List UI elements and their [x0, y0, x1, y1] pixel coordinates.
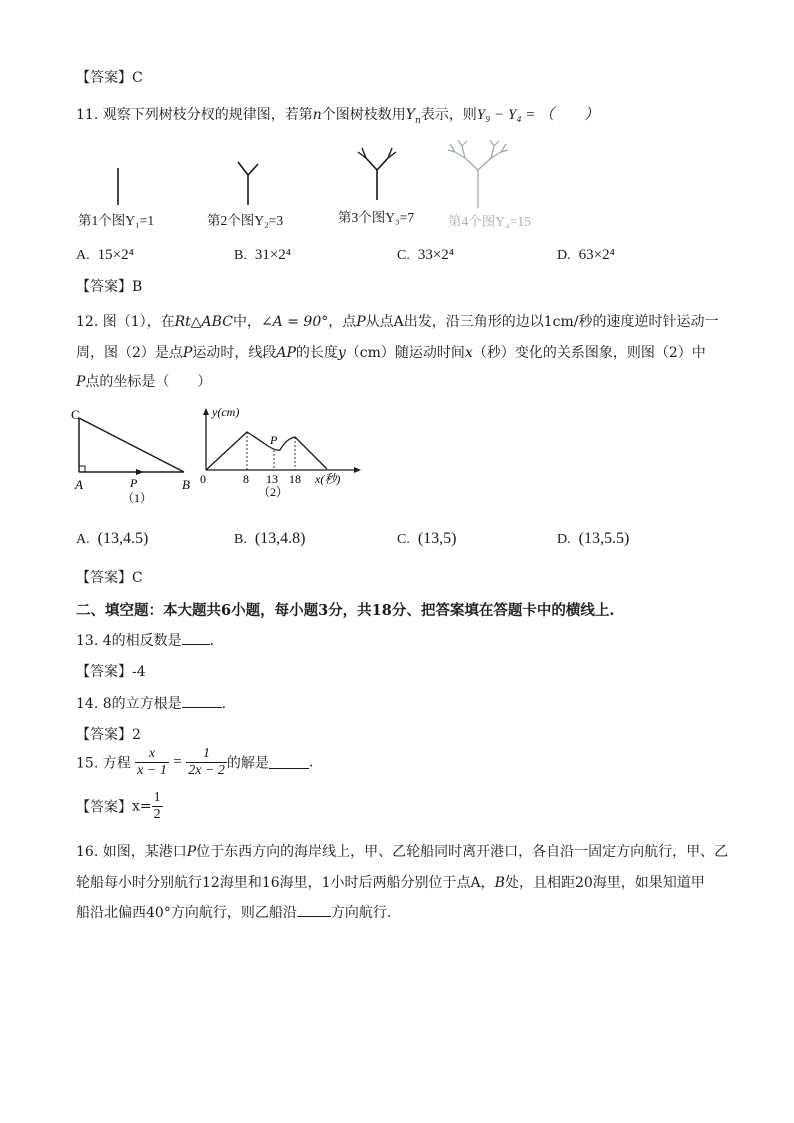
- answer-tag: 【答案】: [76, 279, 132, 295]
- text: 14. 8的立方根是: [76, 696, 182, 712]
- text: 中，: [232, 314, 261, 330]
- q16-stem-line-2: [76, 872, 705, 892]
- text: 12. 图（1），在: [76, 314, 175, 330]
- option-text: 15×2⁴: [97, 247, 134, 263]
- q12-triangle-figure: [66, 405, 196, 505]
- q13-stem: [76, 630, 214, 650]
- q11-option-b: [234, 247, 291, 264]
- option-text: (13,5.5): [578, 530, 630, 547]
- q15-stem: [76, 746, 313, 779]
- segment-AP: AP: [276, 345, 296, 361]
- text: 方向航行.: [330, 905, 392, 921]
- tree-label-4: 第4个图Y₄=15: [448, 214, 531, 229]
- answer-value: B: [132, 279, 143, 295]
- q11-option-a: [76, 247, 134, 264]
- option-label: A.: [76, 248, 90, 263]
- q14-stem: [76, 693, 226, 713]
- q12-stem-line-2: [76, 342, 706, 362]
- tree-label-3: 第3个图Y₃=7: [338, 210, 415, 225]
- fraction-1: [135, 746, 169, 779]
- answer-value: 2: [132, 727, 141, 743]
- q16-stem-line-3: [76, 902, 391, 922]
- origin-label: 0: [200, 472, 206, 486]
- label-B: B: [182, 477, 190, 492]
- angle: ∠A = 90°: [260, 314, 329, 330]
- denominator: x − 1: [137, 763, 167, 778]
- q11-option-c: [397, 247, 454, 264]
- point-P: P: [356, 314, 366, 330]
- option-text: 33×2⁴: [417, 247, 455, 263]
- denominator: 2x − 2: [188, 763, 225, 778]
- tree-figure-4: [448, 140, 508, 208]
- text: 16. 如图，某港口: [76, 844, 187, 860]
- text: （秒）变化的关系图象，则图（2）中: [472, 345, 706, 361]
- option-text: (13,4.8): [254, 530, 306, 547]
- label-C: C: [71, 407, 80, 422]
- text: 的解是: [226, 755, 269, 772]
- q12-stem-line-3: [76, 371, 211, 391]
- rt-triangle: Rt△ABC: [174, 314, 233, 330]
- denominator: 2: [153, 807, 161, 822]
- tree-label-1: 第1个图Y₁=1: [78, 213, 155, 228]
- text: 的长度: [295, 345, 338, 361]
- fig2-caption: （2）: [258, 485, 289, 499]
- answer-blank: [182, 632, 210, 645]
- q14-answer: [76, 724, 141, 744]
- tree-figure-3: [358, 148, 396, 200]
- fraction-2: [186, 746, 227, 779]
- text: 轮船每小时分别航行12海里和16海里，1小时后两船分别位于点A，: [76, 875, 495, 891]
- answer-value: C: [132, 570, 143, 586]
- option-text: (13,4.5): [97, 530, 149, 547]
- fig1-caption: （1）: [122, 491, 153, 505]
- q12-answer: [76, 567, 143, 587]
- equals: =: [173, 754, 182, 770]
- q11-suffix: 表示，则: [420, 107, 477, 123]
- tree-figure-2: [238, 162, 258, 205]
- tick-18: 18: [289, 472, 301, 486]
- answer-blank: [297, 904, 331, 917]
- option-text: 63×2⁴: [578, 247, 615, 263]
- answer-value: -4: [132, 664, 146, 680]
- text: 运动时，线段: [192, 345, 277, 361]
- option-text: (13,5): [417, 530, 457, 547]
- point-P: P: [182, 345, 193, 361]
- q12-option-b: [234, 530, 306, 548]
- q10-answer: [76, 67, 143, 87]
- q11-prefix: 11. 观察下列树枝分杈的规律图，若第: [76, 107, 313, 123]
- q13-answer: [76, 661, 146, 681]
- x-axis-label: x(秒): [315, 472, 341, 486]
- tick-8: 8: [243, 472, 249, 486]
- q12-option-a: [76, 530, 148, 548]
- option-label: D.: [557, 248, 571, 263]
- point-P: P: [186, 844, 197, 860]
- y-axis-label: y(cm): [212, 405, 240, 419]
- text: 点的坐标是（ ）: [85, 374, 212, 390]
- tick-13: 13: [266, 472, 278, 486]
- option-text: 31×2⁴: [254, 247, 292, 263]
- var-x: x: [464, 345, 473, 361]
- q12-option-c: [397, 530, 457, 548]
- answer-prefix: x=: [132, 798, 152, 815]
- text: 处，且相距20海里，如果知道甲: [504, 875, 705, 891]
- point-P: P: [76, 374, 86, 390]
- text: 从点A出发，沿三角形的边以1cm/秒的速度逆时针运动一: [365, 314, 719, 330]
- text: 位于东西方向的海岸线上，甲、乙轮船同时离开港口，各自沿一固定方向航行，甲、乙: [196, 844, 729, 860]
- text: 13. 4的相反数是: [76, 633, 182, 649]
- numerator: 1: [153, 790, 161, 805]
- numerator: x: [135, 746, 169, 763]
- text: 15. 方程: [76, 755, 131, 772]
- answer-tag: 【答案】: [76, 664, 132, 680]
- point-P-label: P: [270, 433, 278, 447]
- q12-stem-line-1: [76, 311, 719, 331]
- numerator: 1: [186, 746, 227, 763]
- q11-option-d: [557, 247, 615, 264]
- var-y: y: [337, 345, 346, 361]
- q11-Y: Y: [405, 107, 415, 123]
- text: ，点: [328, 314, 357, 330]
- q11-Y-sub: n: [415, 115, 421, 126]
- q11-stem: [76, 103, 599, 126]
- option-label: D.: [557, 532, 571, 547]
- answer-tag: 【答案】: [76, 70, 132, 86]
- option-label: C.: [397, 248, 410, 263]
- answer-value: C: [132, 70, 143, 86]
- q16-stem-line-1: [76, 841, 728, 861]
- q11-expr: Y₉ − Y₄ = （ ）: [476, 107, 600, 123]
- option-label: C.: [397, 532, 410, 547]
- text: .: [308, 754, 314, 771]
- option-label: B.: [234, 248, 247, 263]
- q12-graph-figure: [196, 403, 366, 501]
- answer-blank: [269, 756, 309, 769]
- answer-fraction: [152, 790, 163, 823]
- text: .: [221, 696, 227, 712]
- text: 周，图（2）是点: [76, 345, 183, 361]
- option-label: B.: [234, 532, 247, 547]
- section-2-heading: 二、填空题：本大题共6小题，每小题3分，共18分、把答案填在答题卡中的横线上.: [76, 602, 615, 619]
- q11-middle: 个图树枝数用: [321, 107, 406, 123]
- q11-n: n: [312, 107, 322, 123]
- text: 船沿北偏西40°方向航行，则乙船沿: [76, 905, 297, 921]
- label-P: P: [130, 476, 138, 490]
- answer-tag: 【答案】: [76, 727, 132, 743]
- q11-answer: [76, 276, 142, 296]
- answer-blank: [182, 695, 222, 708]
- tree-label-2: 第2个图Y₂=3: [207, 213, 284, 228]
- point-B: B: [494, 875, 505, 891]
- label-A: A: [75, 477, 83, 492]
- text: （cm）随运动时间: [345, 345, 465, 361]
- option-label: A.: [76, 532, 90, 547]
- answer-tag: 【答案】: [76, 799, 132, 816]
- text: .: [209, 633, 215, 649]
- answer-tag: 【答案】: [76, 570, 132, 586]
- q15-answer: [76, 790, 163, 823]
- q12-option-d: [557, 530, 629, 548]
